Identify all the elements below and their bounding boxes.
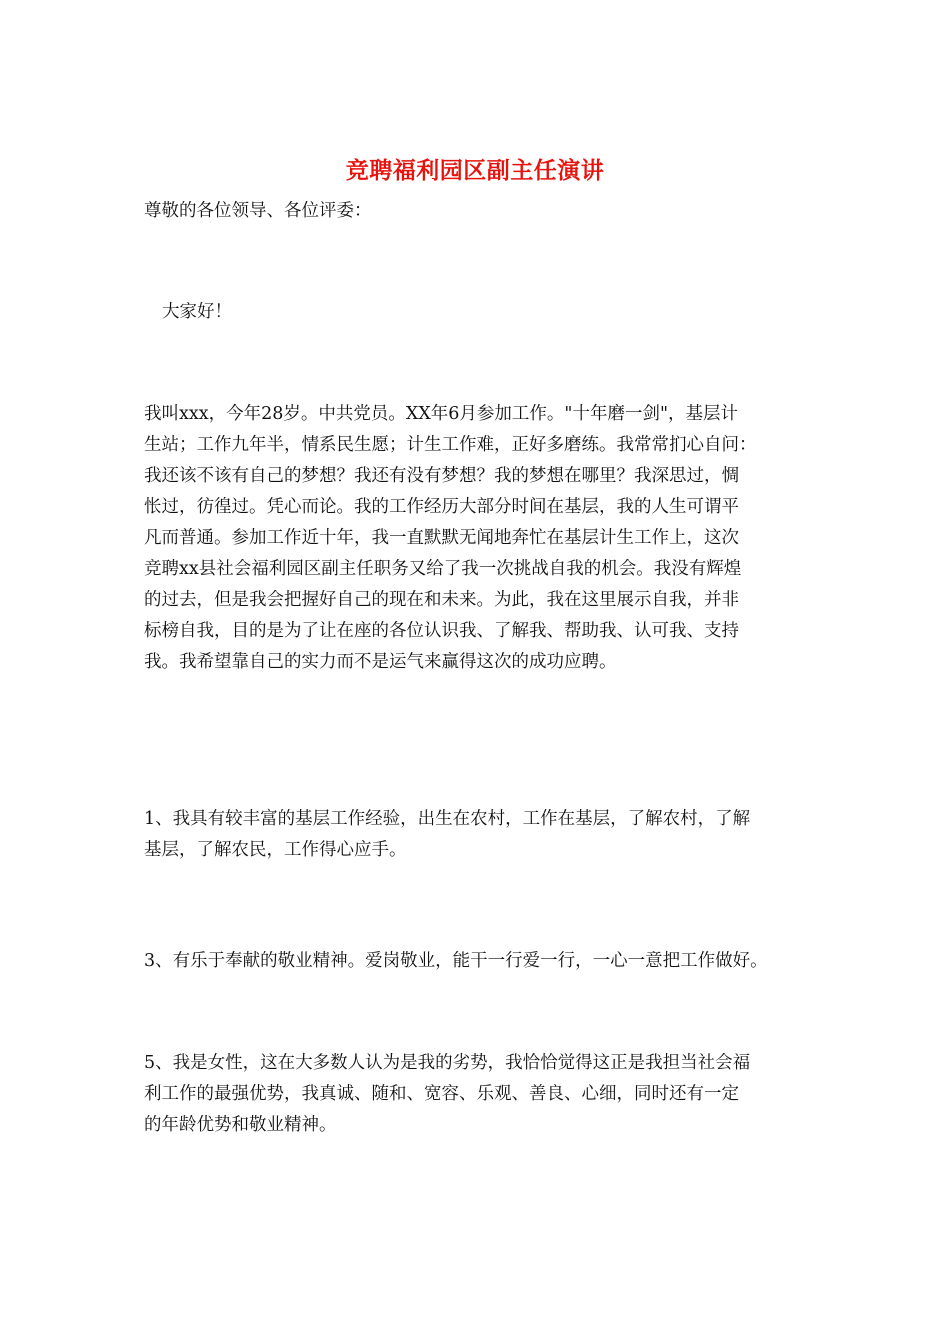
greeting-text: 大家好！ [162, 302, 232, 322]
salutation [144, 196, 816, 227]
paragraph-line: 我还该不该有自己的梦想？我还有没有梦想？我的梦想在哪里？我深思过，惆 [144, 466, 739, 486]
paragraph-line: 我。我希望靠自己的实力而不是运气来赢得这次的成功应聘。 [144, 652, 617, 672]
paragraph-line: 标榜自我，目的是为了让在座的各位认识我、了解我、帮助我、认可我、支持 [144, 621, 739, 641]
paragraph-line: 的年龄优势和敬业精神。 [144, 1115, 337, 1135]
paragraph-line: 我叫xxx，今年28岁。中共党员。XX年6月参加工作。"十年磨一剑"，基层计 [144, 404, 739, 424]
paragraph-point-5 [144, 1048, 816, 1141]
greeting [162, 297, 834, 328]
paragraph-point-3 [144, 946, 816, 977]
paragraph-line: 5、我是女性，这在大多数人认为是我的劣势，我恰恰觉得这正是我担当社会福 [144, 1053, 751, 1073]
paragraph-line: 的过去，但是我会把握好自己的现在和未来。为此，我在这里展示自我，并非 [144, 590, 739, 610]
paragraph-line: 怅过，彷徨过。凭心而论。我的工作经历大部分时间在基层，我的人生可谓平 [144, 497, 739, 517]
salutation-text: 尊敬的各位领导、各位评委： [144, 201, 372, 221]
paragraph-line: 基层，了解农民，工作得心应手。 [144, 840, 407, 860]
paragraph-line: 凡而普通。参加工作近十年，我一直默默无闻地奔忙在基层计生工作上，这次 [144, 528, 739, 548]
paragraph-line: 竞聘xx县社会福利园区副主任职务又给了我一次挑战自我的机会。我没有辉煌 [144, 559, 742, 579]
paragraph-line: 利工作的最强优势，我真诚、随和、宽容、乐观、善良、心细，同时还有一定 [144, 1084, 739, 1104]
paragraph-line: 生站；工作九年半，情系民生愿；计生工作难，正好多磨练。我常常扪心自问： [144, 435, 757, 455]
paragraph-intro [144, 399, 816, 678]
document-title: 竞聘福利园区副主任演讲 [345, 157, 605, 184]
paragraph-line: 1、我具有较丰富的基层工作经验，出生在农村，工作在基层，了解农村，了解 [144, 809, 751, 829]
paragraph-point-1 [144, 804, 816, 866]
paragraph-line: 3、有乐于奉献的敬业精神。爱岗敬业，能干一行爱一行，一心一意把工作做好。 [144, 951, 768, 971]
